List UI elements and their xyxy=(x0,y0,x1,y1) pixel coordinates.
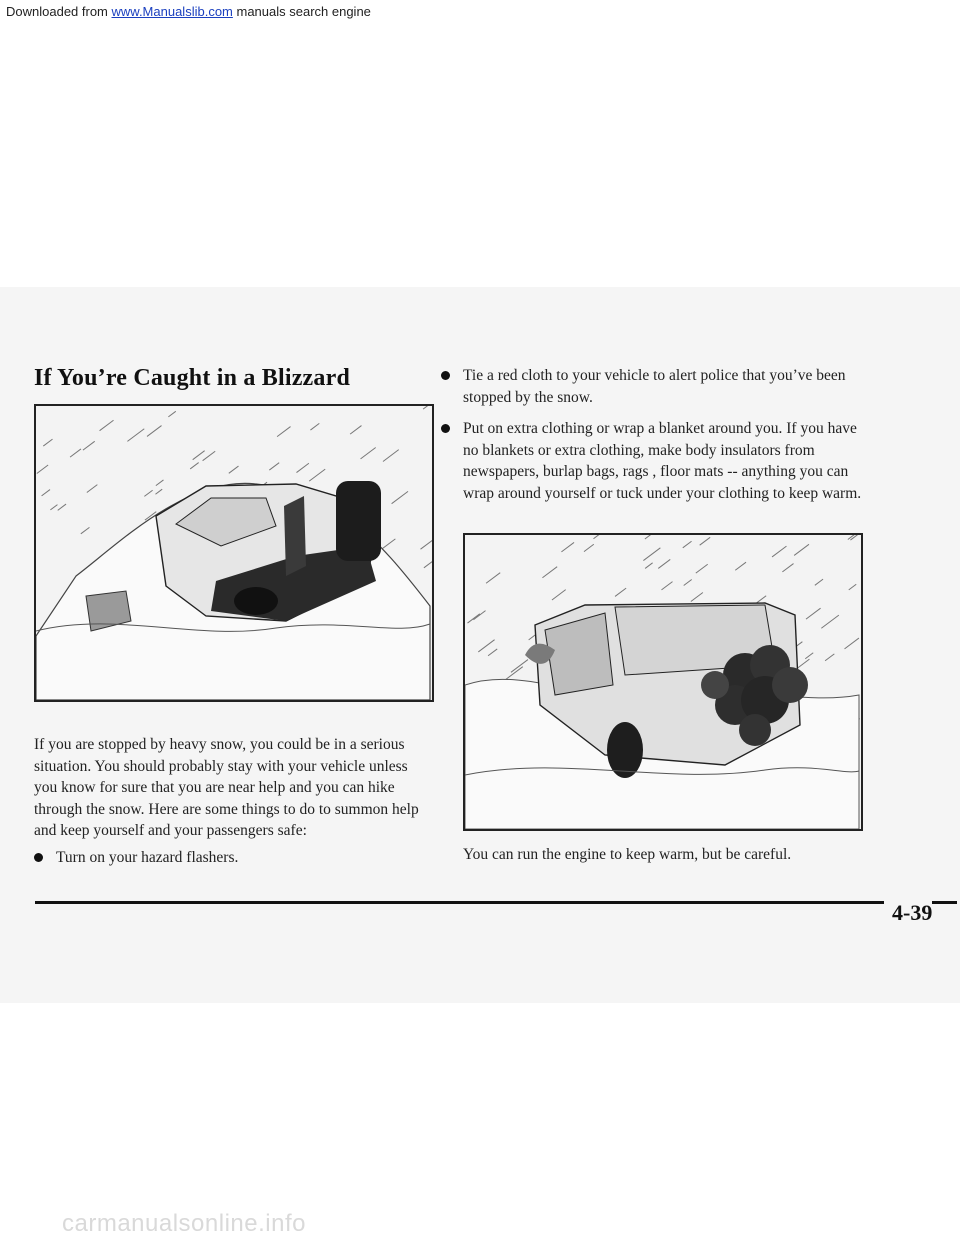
list-item-extra-clothing: Put on extra clothing or wrap a blanket around you. If you have no blankets or extra clothing, make body insulators from newspapers, burlap bags, rags , floor mats -- anything you can wrap around yourself or tuck under your clothing to keep warm. xyxy=(441,418,871,504)
illustration-car-in-snow xyxy=(34,404,434,702)
figure-caption: You can run the engine to keep warm, but be careful. xyxy=(463,846,792,863)
footer-rule xyxy=(35,901,957,904)
watermark-footer: carmanualsonline.info xyxy=(62,1210,306,1237)
manualslib-link[interactable]: www.Manualslib.com xyxy=(111,4,233,19)
list-item-red-cloth: Tie a red cloth to your vehicle to alert police that you’ve been stopped by the snow. xyxy=(441,365,871,408)
section-heading: If You’re Caught in a Blizzard xyxy=(34,365,351,391)
illustration-suv-exhaust xyxy=(463,533,863,831)
page-number: 4-39 xyxy=(884,900,932,926)
intro-paragraph: If you are stopped by heavy snow, you could be in a serious situation. You should probably stay with your vehicle unless you know for sure that you are near help and you can hike through the snow. Here are some things to do to summon help and keep yourself and your passengers safe: xyxy=(34,736,419,839)
download-source-note: Downloaded from www.Manualslib.com manuals search engine xyxy=(6,4,371,19)
bullet-icon xyxy=(441,424,450,433)
bullet-icon xyxy=(34,853,43,862)
bullet-icon xyxy=(441,371,450,380)
list-item-hazard-flashers: Turn on your hazard flashers. xyxy=(34,847,434,869)
